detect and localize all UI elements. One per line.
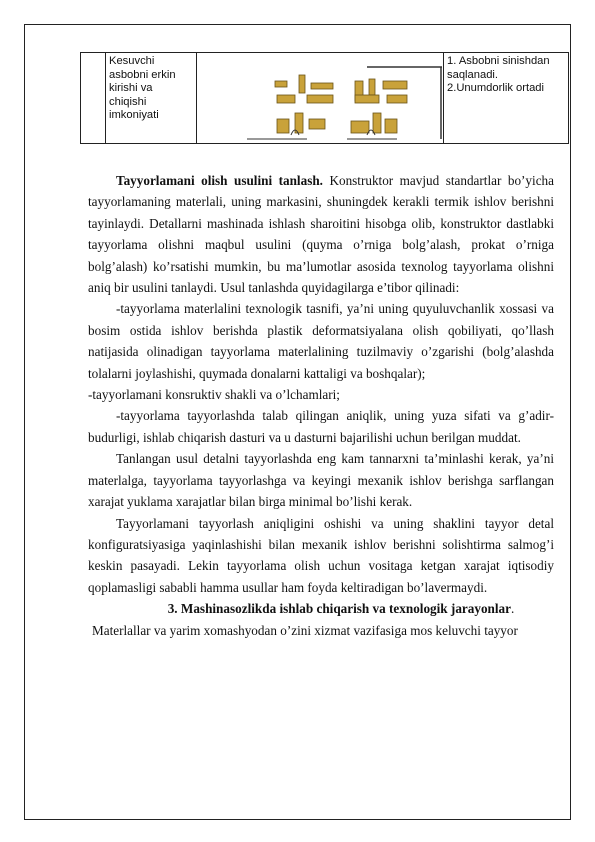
chapter-heading: 3. Mashinasozlikda ishlab chiqarish va texnologik jarayonlar. xyxy=(167,601,515,617)
tool-sketch-icon xyxy=(247,61,447,141)
paragraph: Tayyorlamani olish usulini tanlash. Konstruktor mavjud standartlar bo’yicha tayyorlamaning materlali, uning markasini, shuningdek kerakli termik ishlov berishni tayinlaydi. Detallarni mashinada ishlash sharoitini hisobga olib, konstruktor dastlabki tayyorlama olishni maqbul usulini (quyma o’rniga bolg’alash, prokat o’rniga bolg’alash) ko’rsatishi mumkin, bu ma’lumotlar asosida texnolog tayyorlama olishni aniq bir usulini tanlaydi. Usul tanlashda quyidagilarga e’tibor qilinadi: xyxy=(88,173,554,296)
paragraph: Tanlangan usul detalni tayyorlashda eng kam tannarxni ta’minlashi kerak, ya’ni materlalga, tayyorlama tayyorlashga va keyingi mexanik ishlov berishga sarflangan xarajat yuklama xarajatlar bilan birga minimal bo’lishi kerak. xyxy=(88,451,554,510)
body-text xyxy=(88,170,554,641)
table-cell-empty xyxy=(81,53,106,144)
table-row xyxy=(81,53,569,144)
section-title: Tayyorlamani olish usulini tanlash. xyxy=(116,173,323,188)
paragraph: -tayyorlama tayyorlashda talab qilingan aniqlik, uning yuza sifati va g’adir-budurligi, ishlab chiqarish dasturi va u dasturni bajarilishi uchun berilgan muddat. xyxy=(88,408,554,445)
paragraph: -tayyorlamani konsruktiv shakli va o’lchamlari; xyxy=(88,387,340,403)
comparison-table xyxy=(80,52,569,144)
paragraph: -tayyorlama materlalini texnologik tasnifi, ya’ni uning quyuluvchanlik xossasi va bosim ostida ishlov berishda plastik deformatsiyalana olish qobiliyati, qo’llash natijasida olinadigan tayyorlama materlalining tuzilmaviy o’zgarishi (bolg’alashda tolalarni joylashishi, quymada donalarni kattaligi va boshqalar); xyxy=(88,301,554,381)
table-cell-result: 1. Asbobni sinishdan saqlanadi. 2.Unumdorlik ortadi xyxy=(444,53,569,144)
paragraph: Tayyorlamani tayyorlash aniqligini oshishi va uning shaklini tayyor detal konfiguratsiyasiga yaqinlashishi bilan mexanik ishlov berishni solishtirma salmog’i keskin pasayadi. Lekin tayyorlama olish uchun vositaga ketgan xarajat iqtisodiy qoplamasligi sababli hamma usullar ham foyda keltiradigan bo’lavermaydi. xyxy=(88,515,554,595)
paragraph: Materlallar va yarim xomashyodan o’zini xizmat vazifasiga mos keluvchi tayyor xyxy=(92,622,518,638)
table-cell-drawing xyxy=(197,53,444,144)
table-cell-description: Kesuvchi asbobni erkin kirishi va chiqishi imkoniyati xyxy=(106,53,197,144)
